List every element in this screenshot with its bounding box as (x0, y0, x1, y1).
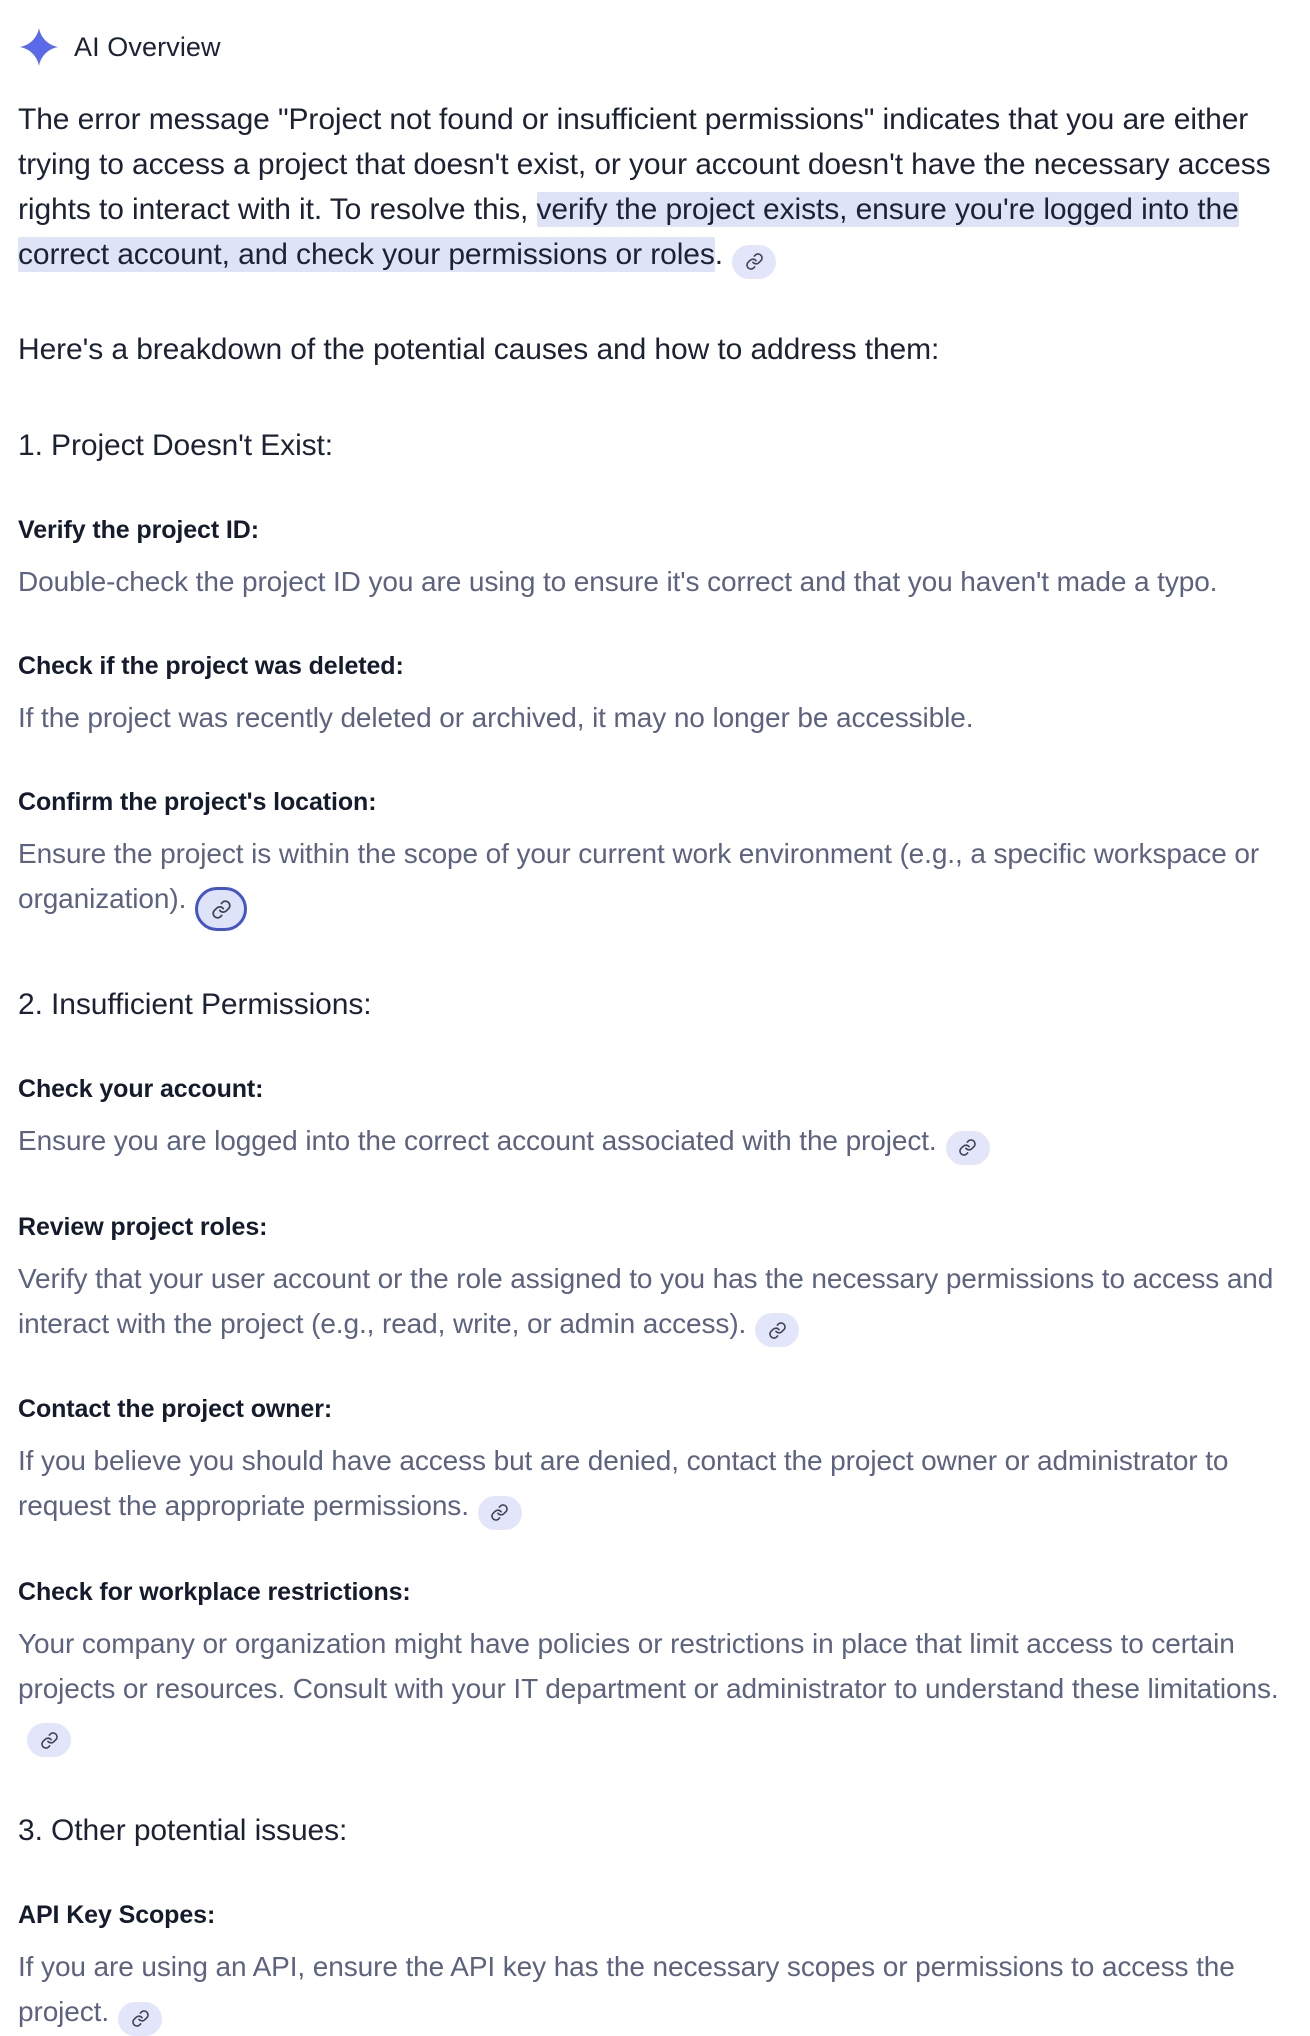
lead-paragraph (18, 97, 1292, 279)
item-body (18, 1944, 1292, 2036)
link-icon (40, 1731, 59, 1750)
item-body (18, 831, 1292, 932)
link-chip-focused[interactable] (195, 887, 247, 931)
link-chip[interactable] (118, 2002, 162, 2036)
item-body-text: Ensure you are logged into the correct account associated with the project. (18, 1125, 937, 1156)
item-subheading: Verify the project ID: (18, 515, 259, 544)
sections-container (18, 424, 1292, 2036)
item-body-text: If you are using an API, ensure the API key has the necessary scopes or permissions to access the project. (18, 1951, 1235, 2027)
highlighted-text: verify the project exists, ensure you're logged into the correct account, and check your permissions or roles (18, 193, 1239, 271)
link-chip[interactable] (478, 1496, 522, 1530)
link-chip[interactable] (732, 245, 776, 279)
section-heading: 1. Project Doesn't Exist: (18, 428, 334, 462)
item-body (18, 695, 1292, 740)
item-body-text: Ensure the project is within the scope of your current work environment (e.g., a specific workspace or organization). (18, 837, 1260, 914)
item-body-text: If the project was recently deleted or archived, it may no longer be accessible. (18, 701, 974, 733)
item-body-text: Your company or organization might have policies or restrictions in place that limit access to certain projects or resources. Consult with your IT department or administrator to understand these limitations. (18, 1627, 1279, 1704)
link-icon (490, 1503, 509, 1522)
link-icon (131, 2009, 150, 2028)
link-icon (745, 252, 764, 271)
link-icon (958, 1138, 977, 1157)
lead-text-after: . (714, 238, 724, 271)
item-body-text: If you believe you should have access but are denied, contact the project owner or administrator to request the appropriate permissions. (18, 1445, 1229, 1521)
sparkle-icon (18, 26, 60, 68)
link-chip[interactable] (755, 1313, 799, 1347)
item-body (18, 1621, 1292, 1758)
section-heading: 3. Other potential issues: (18, 1814, 348, 1847)
item-body (18, 1118, 1292, 1165)
link-icon (211, 899, 232, 920)
item-subheading: Check if the project was deleted: (18, 651, 404, 680)
item-subheading: Review project roles: (18, 1212, 268, 1241)
item-subheading: Check your account: (18, 1075, 264, 1103)
ai-overview-title: AI Overview (74, 31, 221, 62)
item-body-text: Verify that your user account or the role assigned to you has the necessary permissions to access and interact with the project (e.g., read, write, or admin access). (18, 1262, 1274, 1339)
intro-paragraph: Here's a breakdown of the potential causes and how to address them: (18, 332, 940, 366)
item-body (18, 1256, 1292, 1348)
item-body-text: Double-check the project ID you are using to ensure it's correct and that you haven't made a typo. (18, 565, 1218, 597)
section-heading: 2. Insufficient Permissions: (18, 988, 372, 1021)
item-subheading: Confirm the project's location: (18, 787, 377, 816)
item-subheading: API Key Scopes: (18, 1901, 216, 1929)
link-chip[interactable] (946, 1131, 990, 1165)
ai-overview-header (18, 0, 1292, 72)
link-icon (768, 1321, 787, 1340)
item-subheading: Check for workplace restrictions: (18, 1577, 411, 1606)
item-subheading: Contact the project owner: (18, 1395, 333, 1423)
link-chip[interactable] (27, 1723, 71, 1757)
lead-text-before: The error message "Project not found or insufficient permissions" indicates that you are either trying to access a project that doesn't exist, or your account doesn't have the necessary access rights to interact with it. To resolve this, (18, 103, 1271, 226)
item-body (18, 559, 1292, 604)
item-body (18, 1438, 1292, 1530)
